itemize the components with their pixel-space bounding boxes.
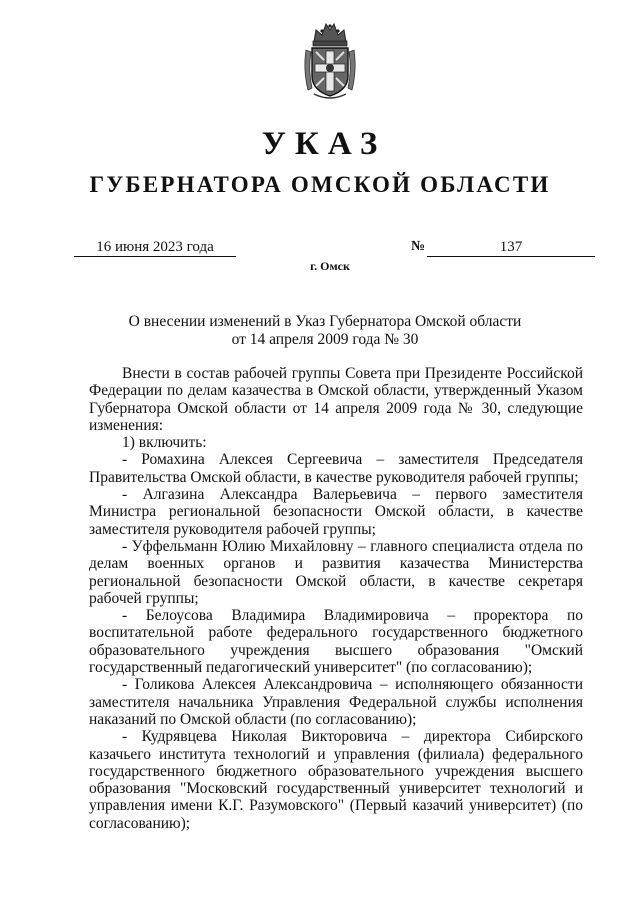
document-issuer: ГУБЕРНАТОРА ОМСКОЙ ОБЛАСТИ (89, 172, 551, 197)
decree-city: г. Омск (310, 259, 350, 273)
intro-paragraph: Внести в состав рабочей группы Совета при Президенте Российской Федерации по делам казачества в Омской области, утвержденный Указом Губернатора Омской области от 14 апреля 2009 года № 30, следующие изменения: (89, 365, 583, 434)
member-item: - Кудрявцева Николая Викторовича – директора Сибирского казачьего института технологий и управления (филиала) федерального государственного бюджетного образовательного учреждения высшего образования "Московский государственный университет технологий и управления имени К.Г. Разумовского" (Первый казачий университет) (по согласованию); (89, 728, 583, 832)
decree-body (89, 365, 583, 832)
point-heading: 1) включить: (122, 434, 207, 452)
decree-number: 137 (427, 238, 595, 257)
member-item: - Ромахина Алексея Сергеевича – заместителя Председателя Правительства Омской области, в качестве руководителя рабочей группы; (89, 451, 583, 486)
document-title: УКАЗ (261, 126, 387, 162)
subject-line: от 14 апреля 2009 года № 30 (231, 331, 419, 348)
subject-line: О внесении изменений в Указ Губернатора Омской области (128, 313, 522, 330)
omsk-coat-of-arms-emblem (300, 20, 360, 100)
member-item: - Голикова Алексея Александровича – исполняющего обязанности заместителя начальника Управления Федеральной службы исполнения наказаний по Омской области (по согласованию); (89, 676, 583, 728)
number-label: № (411, 239, 426, 254)
decree-subject (100, 313, 550, 349)
decree-date: 16 июня 2023 года (74, 238, 236, 257)
member-item: - Белоусова Владимира Владимировича – проректора по воспитательной работе федерального государственного бюджетного образовательного учреждения высшего образования "Омский государственный педагогический университет" (по согласованию); (89, 607, 583, 677)
member-item: - Алгазина Александра Валерьевича – первого заместителя Министра региональной безопасности Омской области, в качестве заместителя руководителя рабочей группы; (89, 486, 583, 538)
member-item: - Уффельманн Юлию Михайловну – главного специалиста отдела по делам военных органов и развития казачества Министерства региональной безопасности Омской области, в качестве секретаря рабочей группы; (89, 537, 583, 607)
